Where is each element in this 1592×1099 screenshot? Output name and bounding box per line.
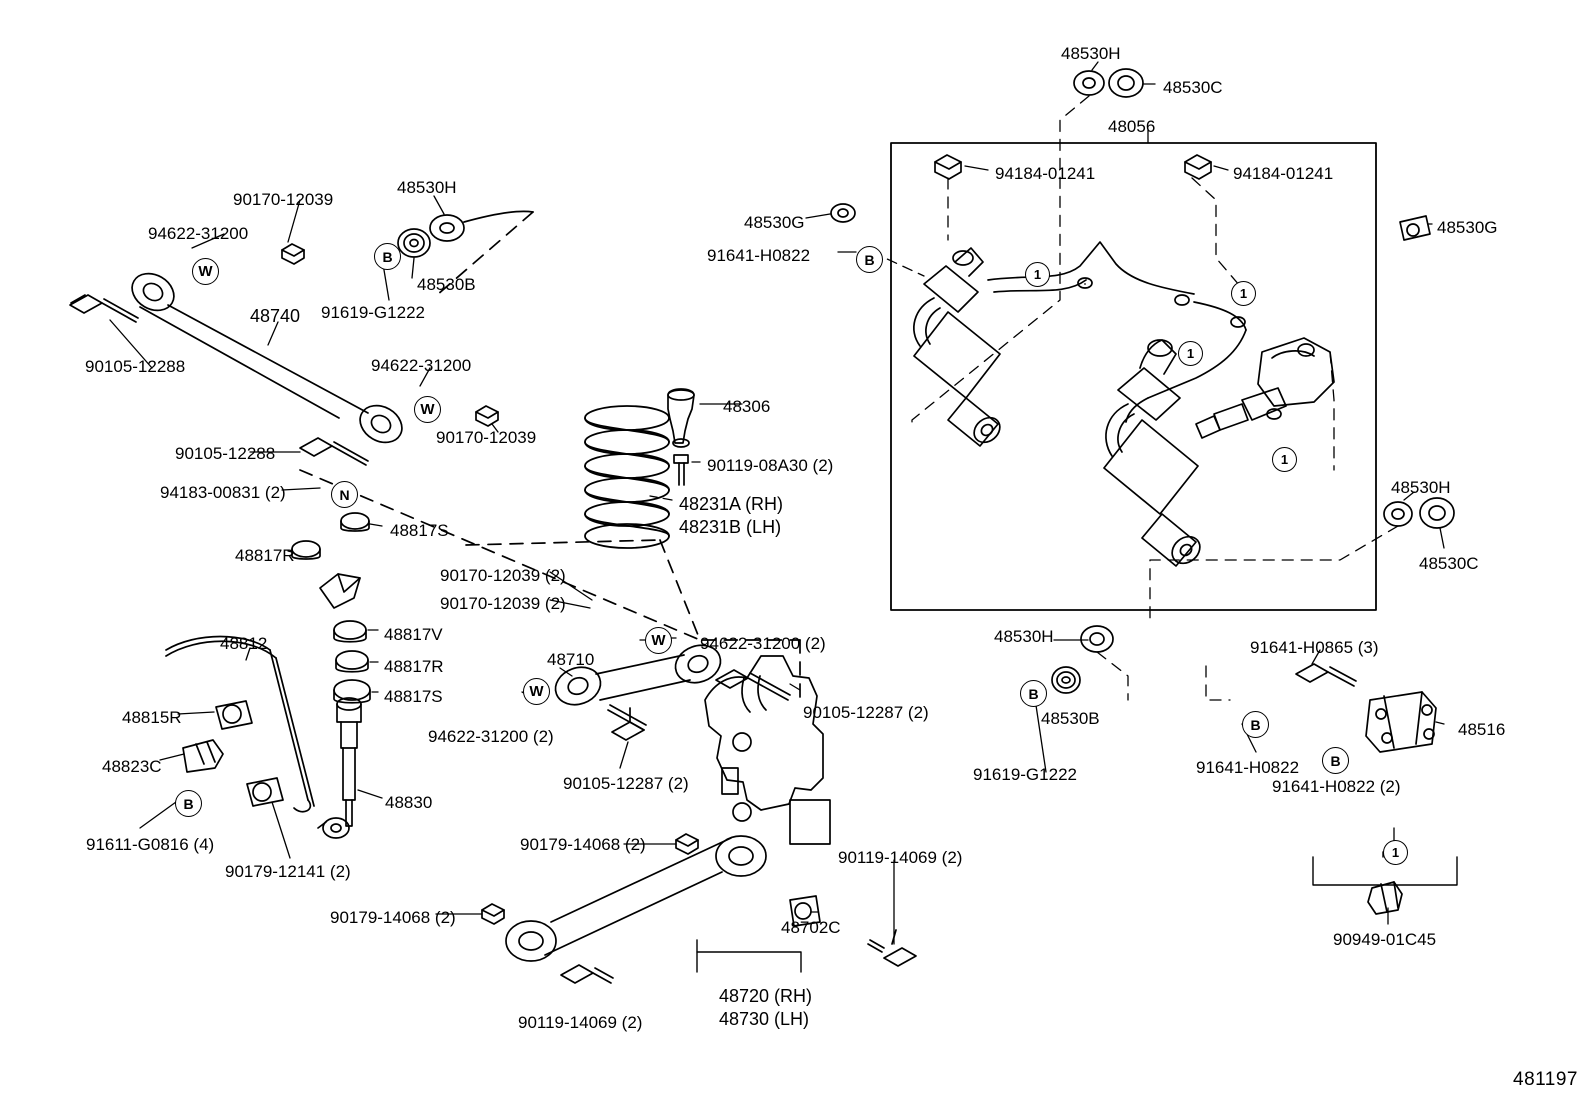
label-91641-h0822-top: 91641-H0822 <box>707 246 811 265</box>
label-94622-31200-mid: 94622-31200 <box>371 356 472 375</box>
label-48720-rh: 48720 (RH) <box>719 986 813 1006</box>
label-90179-14068-upper: 90179-14068 (2) <box>520 835 646 854</box>
callout-n-1: N <box>331 481 358 508</box>
label-48516: 48516 <box>1458 720 1506 739</box>
label-48812: 48812 <box>220 634 268 653</box>
label-48702c: 48702C <box>781 918 841 937</box>
label-90949-01c45: 90949-01C45 <box>1333 930 1437 949</box>
label-90105-12288-lower: 90105-12288 <box>175 444 276 463</box>
label-90105-12287-right: 90105-12287 (2) <box>803 703 929 722</box>
label-90105-12287-left: 90105-12287 (2) <box>563 774 689 793</box>
callout-1-4: 1 <box>1272 447 1297 472</box>
label-48817v: 48817V <box>384 625 443 644</box>
callout-1-5: 1 <box>1383 840 1408 865</box>
label-48530h-right: 48530H <box>1391 478 1451 497</box>
label-48530b-bottom: 48530B <box>1041 709 1100 728</box>
callout-b-1: B <box>374 243 401 270</box>
label-48530b-left: 48530B <box>417 275 476 294</box>
label-90119-08a30: 90119-08A30 (2) <box>707 456 834 475</box>
label-94622-31200-top: 94622-31200 <box>148 224 249 243</box>
label-48530h-left: 48530H <box>397 178 457 197</box>
label-90170-12039-a: 90170-12039 (2) <box>440 566 566 585</box>
label-48740: 48740 <box>250 306 301 326</box>
label-90170-12039-top: 90170-12039 <box>233 190 334 209</box>
callout-1-2: 1 <box>1231 281 1256 306</box>
label-48830: 48830 <box>385 793 433 812</box>
callout-b-6: B <box>1322 747 1349 774</box>
label-48530h-top: 48530H <box>1061 44 1121 63</box>
label-48306: 48306 <box>723 397 771 416</box>
label-48530g-right: 48530G <box>1437 218 1498 237</box>
label-48530c-top: 48530C <box>1163 78 1223 97</box>
label-90170-12039-mid: 90170-12039 <box>436 428 537 447</box>
callout-w-3: W <box>523 678 550 705</box>
label-91611-g0816: 91611-G0816 (4) <box>86 835 215 854</box>
label-94622-31200-arm: 94622-31200 (2) <box>700 634 826 653</box>
label-48231b-lh: 48231B (LH) <box>679 517 782 537</box>
callout-b-5: B <box>1242 711 1269 738</box>
label-91641-h0865: 91641-H0865 (3) <box>1250 638 1379 657</box>
callout-w-4: W <box>645 627 672 654</box>
label-48730-lh: 48730 (LH) <box>719 1009 810 1029</box>
label-94184-01241-right: 94184-01241 <box>1233 164 1334 183</box>
label-91619-g1222-left: 91619-G1222 <box>321 303 425 322</box>
label-91619-g1222-bottom: 91619-G1222 <box>973 765 1077 784</box>
label-91641-h0822-b: 91641-H0822 <box>1196 758 1300 777</box>
callout-b-2: B <box>175 790 202 817</box>
callout-w-2: W <box>414 396 441 423</box>
label-48710: 48710 <box>547 650 595 669</box>
label-48815r: 48815R <box>122 708 182 727</box>
label-48817s-upper: 48817S <box>390 521 449 540</box>
label-90179-14068-lower: 90179-14068 (2) <box>330 908 456 927</box>
label-48823c: 48823C <box>102 757 162 776</box>
label-94622-31200-lower: 94622-31200 (2) <box>428 727 554 746</box>
label-48817s-lower: 48817S <box>384 687 443 706</box>
label-48530c-right: 48530C <box>1419 554 1479 573</box>
label-90119-14069-upper: 90119-14069 (2) <box>838 848 963 867</box>
label-90119-14069-lower: 90119-14069 (2) <box>518 1013 643 1032</box>
label-91641-h0822-c: 91641-H0822 (2) <box>1272 777 1401 796</box>
label-48817r-lower: 48817R <box>384 657 444 676</box>
label-90179-12141: 90179-12141 (2) <box>225 862 351 881</box>
callout-1-1: 1 <box>1025 262 1050 287</box>
callout-1-3: 1 <box>1178 341 1203 366</box>
label-48530g-left: 48530G <box>744 213 805 232</box>
label-90170-12039-b: 90170-12039 (2) <box>440 594 566 613</box>
callout-b-3: B <box>856 246 883 273</box>
label-48231a-rh: 48231A (RH) <box>679 494 784 514</box>
label-94183-00831: 94183-00831 (2) <box>160 483 286 502</box>
label-90105-12288-upper: 90105-12288 <box>85 357 186 376</box>
callout-w-1: W <box>192 258 219 285</box>
label-48817r-upper: 48817R <box>235 546 295 565</box>
callout-b-4: B <box>1020 680 1047 707</box>
label-94184-01241-left: 94184-01241 <box>995 164 1096 183</box>
label-48056: 48056 <box>1108 117 1156 136</box>
label-48530h-bottom: 48530H <box>994 627 1054 646</box>
figure-number: 481197 <box>1513 1069 1578 1090</box>
